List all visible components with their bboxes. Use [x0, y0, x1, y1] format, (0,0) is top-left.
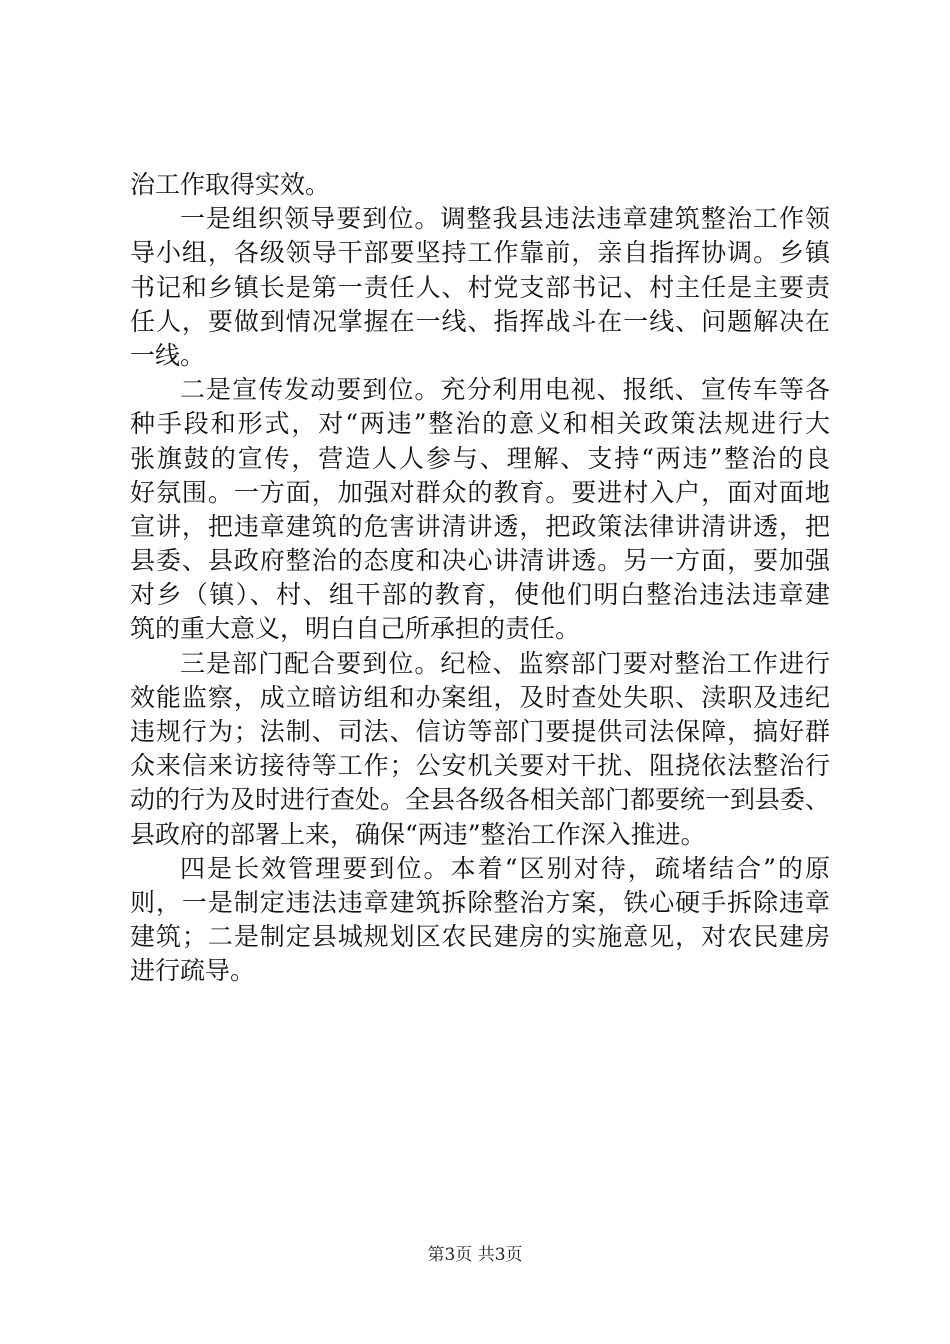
text-line: 治工作取得实效。 — [130, 170, 331, 199]
text-line: 筑的重大意义，明白自己所承担的责任。 — [130, 614, 581, 644]
text-line: 违规行为；法制、司法、信访等部门要提供司法保障，搞好群 — [130, 717, 830, 746]
text-line: 三是部门配合要到位。纪检、监察部门要对整治工作进行 — [180, 648, 830, 678]
text-line: 县委、县政府整治的态度和决心讲清讲透。另一方面，要加强 — [130, 546, 830, 576]
text-line: 效能监察，成立暗访组和办案组，及时查处失职、渎职及违纪 — [130, 682, 830, 712]
text-line: 张旗鼓的宣传，营造人人参与、理解、支持“两违”整治的良 — [130, 443, 830, 473]
text-line: 任人，要做到情况掌握在一线、指挥战斗在一线、问题解决在 — [130, 306, 830, 336]
text-line: 种手段和形式，对“两违”整治的意义和相关政策法规进行大 — [130, 409, 830, 439]
text-line: 对乡（镇）、村、组干部的教育，使他们明白整治违法违章建 — [130, 580, 830, 610]
text-line: 众来信来访接待等工作；公安机关要对干扰、阻挠依法整治行 — [130, 751, 830, 781]
text-line: 书记和乡镇长是第一责任人、村党支部书记、村主任是主要责 — [130, 272, 830, 302]
text-line: 宣讲，把违章建筑的危害讲清讲透，把政策法律讲清讲透，把 — [130, 511, 830, 541]
text-line: 二是宣传发动要到位。充分利用电视、报纸、宣传车等各 — [180, 375, 830, 405]
text-line: 好氛围。一方面，加强对群众的教育。要进村入户，面对面地 — [130, 477, 830, 507]
text-line: 动的行为及时进行查处。全县各级各相关部门都要统一到县委、 — [130, 785, 831, 815]
page-number-label: 第3页 共3页 — [427, 1245, 523, 1265]
text-line: 一线。 — [130, 340, 206, 370]
text-line: 四是长效管理要到位。本着“区别对待，疏堵结合”的原 — [180, 853, 830, 883]
text-line: 建筑；二是制定县城规划区农民建房的实施意见，对农民建房 — [130, 922, 830, 952]
document-body — [130, 168, 830, 989]
text-line: 则，一是制定违法违章建筑拆除整治方案，铁心硬手拆除违章 — [130, 887, 830, 917]
text-line: 进行疏导。 — [130, 956, 256, 986]
page-footer — [0, 1244, 950, 1266]
text-line: 导小组，各级领导干部要坚持工作靠前，亲自指挥协调。乡镇 — [130, 238, 830, 268]
text-line: 一是组织领导要到位。调整我县违法违章建筑整治工作领 — [180, 204, 830, 234]
text-line: 县政府的部署上来，确保“两违”整治工作深入推进。 — [130, 819, 706, 849]
